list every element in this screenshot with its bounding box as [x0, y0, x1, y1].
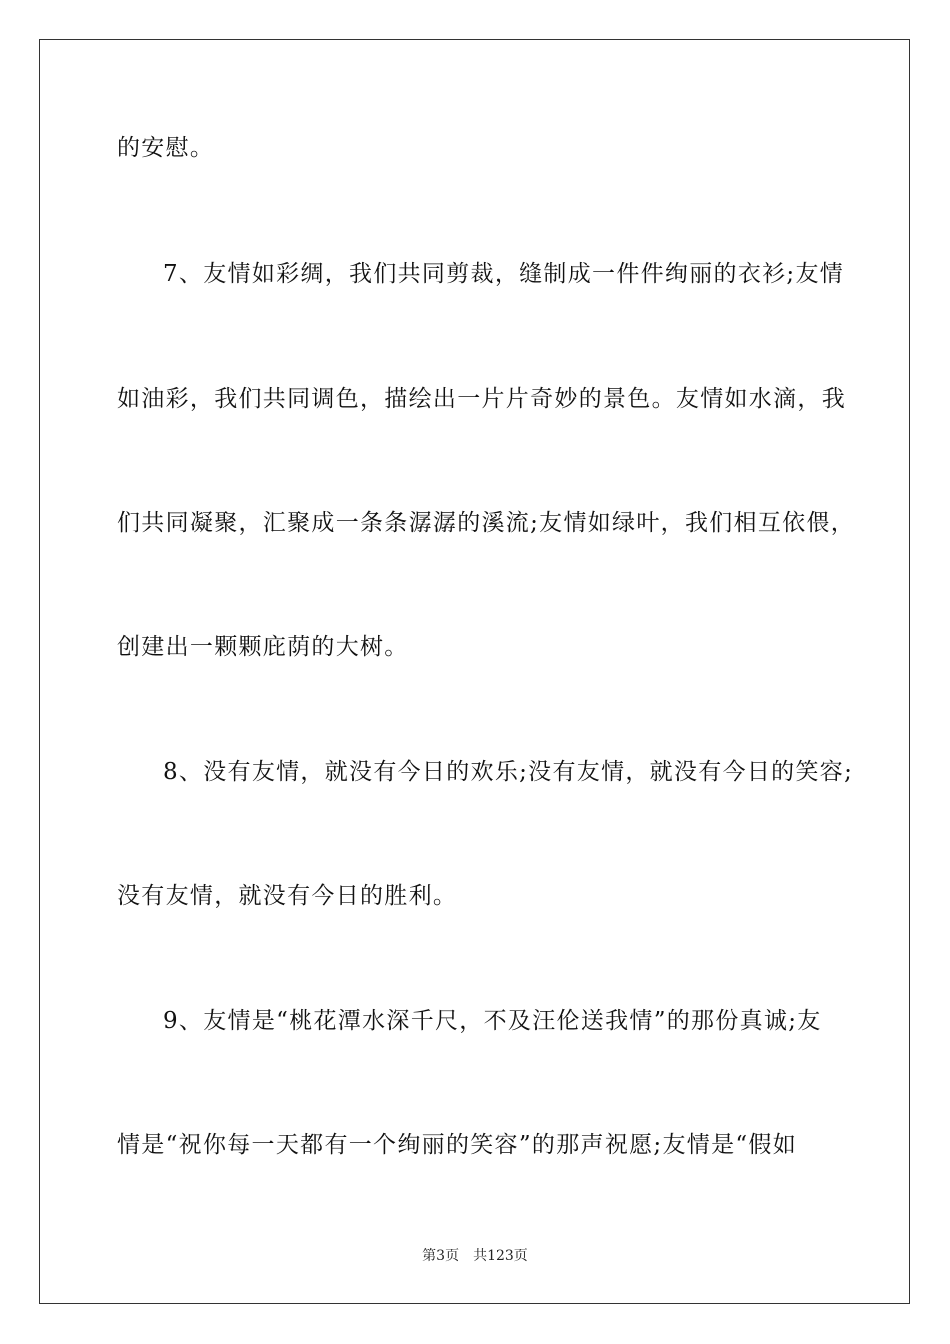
page-border: [39, 39, 910, 1304]
text-line-7: 没有友情，就没有今日的胜利。: [117, 883, 458, 909]
text-line-4: 们共同凝聚，汇聚成一条条潺潺的溪流;友情如绿叶，我们相互依偎，: [117, 510, 856, 536]
text-line-1: 的安慰。: [117, 135, 215, 161]
page-number-footer: 第3页 共123页: [422, 1248, 528, 1264]
text-line-8: 9、友情是“桃花潭水深千尺，不及汪伦送我情”的那份真诚;友: [163, 1008, 822, 1034]
text-line-5: 创建出一颗颗庇荫的大树。: [117, 634, 409, 660]
text-line-3: 如油彩，我们共同调色，描绘出一片片奇妙的景色。友情如水滴，我: [117, 386, 846, 412]
text-line-6: 8、没有友情，就没有今日的欢乐;没有友情，就没有今日的笑容;: [163, 759, 854, 785]
text-line-2: 7、友情如彩绸，我们共同剪裁，缝制成一件件绚丽的衣衫;友情: [163, 261, 845, 287]
text-line-9: 情是“祝你每一天都有一个绚丽的笑容”的那声祝愿;友情是“假如: [117, 1132, 798, 1158]
